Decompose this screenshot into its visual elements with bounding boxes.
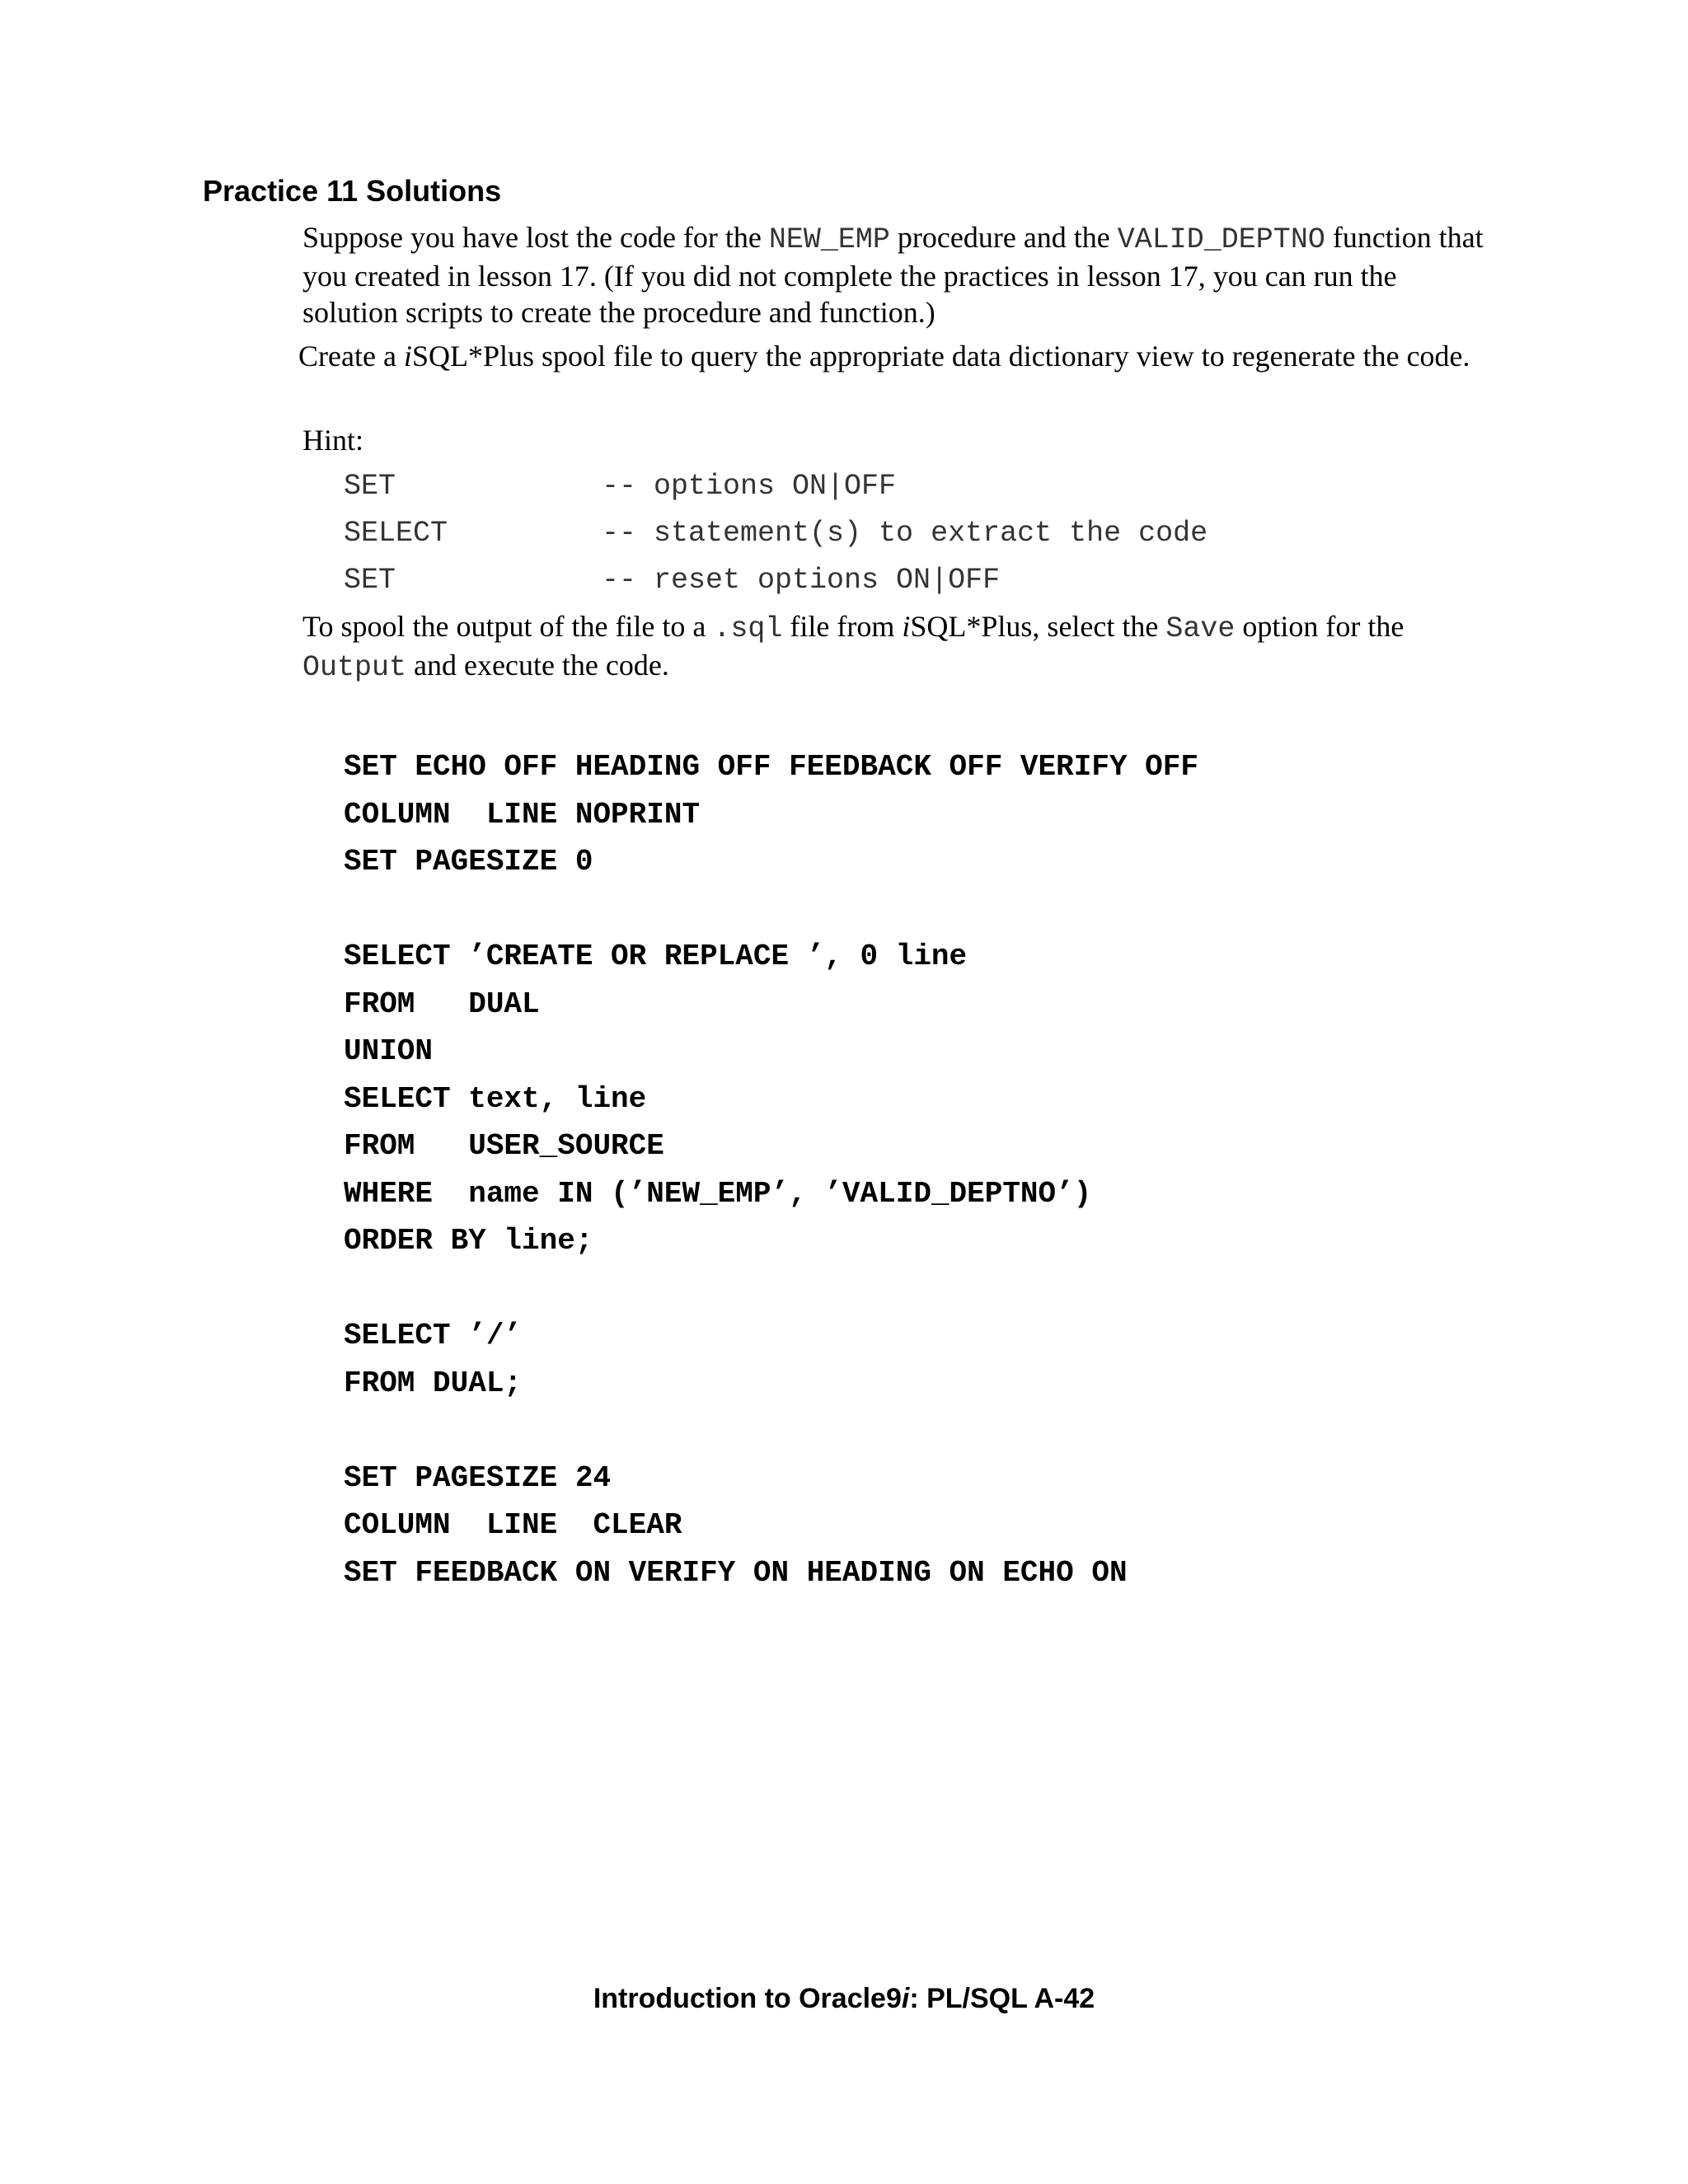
code-line: FROM USER_SOURCE [344, 1129, 664, 1163]
task-italic-i: i [403, 340, 412, 373]
hint-keyword: SET [344, 470, 396, 503]
spool-text-1: To spool the output of the file to a [302, 610, 714, 643]
spool-text-4: option for the [1235, 610, 1404, 643]
task-paragraph [298, 338, 1493, 374]
code-line: WHERE name IN (’NEW_EMP’, ’VALID_DEPTNO’) [344, 1176, 1092, 1211]
hint-comment: -- options ON|OFF [602, 470, 897, 503]
code-line: COLUMN LINE NOPRINT [344, 797, 701, 832]
footer-text-2: : PL/SQL A-42 [909, 1983, 1095, 2014]
code-line: UNION [344, 1034, 434, 1068]
hint-comment: -- reset options ON|OFF [602, 564, 1001, 597]
sql-extension-code: .sql [713, 612, 783, 645]
spool-note-paragraph [302, 608, 1498, 686]
intro-text-3: function that you created in lesson 17. (If you did not complete the practices in lesson 17, you can run the solution scripts to create the procedure and function.) [302, 221, 1484, 329]
code-line: SELECT ’CREATE OR REPLACE ’, 0 line [344, 940, 968, 973]
spool-italic-i: i [902, 610, 911, 643]
task-text-2: SQL*Plus spool file to query the appropriate data dictionary view to regenerate the code. [411, 340, 1470, 373]
spool-text-3: SQL*Plus, select the [910, 610, 1166, 643]
code-line [344, 886, 1198, 934]
solution-code-block [344, 743, 1198, 1596]
code-line: COLUMN LINE CLEAR [344, 1508, 682, 1542]
code-line: SELECT text, line [344, 1081, 647, 1116]
footer-italic-i: i [901, 1983, 910, 2014]
intro-text-2: procedure and the [889, 221, 1118, 254]
hint-comment: -- statement(s) to extract the code [602, 517, 1208, 550]
footer-text-1: Introduction to Oracle9 [593, 1983, 902, 2014]
spool-text-2: file from [782, 610, 903, 643]
code-line [344, 1265, 1198, 1313]
output-option-code: Output [302, 651, 407, 684]
code-line: SET PAGESIZE 24 [344, 1460, 612, 1495]
code-line: SET PAGESIZE 0 [344, 845, 593, 879]
code-line: FROM DUAL; [344, 1366, 523, 1400]
procedure-name-code: NEW_EMP [768, 223, 890, 256]
page-title: Practice 11 Solutions [203, 174, 502, 208]
spool-text-5: and execute the code. [406, 649, 669, 682]
task-text-1: Create a [298, 340, 404, 373]
code-line: SELECT ’/’ [344, 1319, 523, 1352]
hint-keyword: SELECT [344, 517, 448, 550]
intro-paragraph [302, 219, 1498, 330]
code-line: FROM DUAL [344, 987, 540, 1021]
page-footer [0, 1980, 1688, 2017]
function-name-code: VALID_DEPTNO [1117, 223, 1325, 256]
save-option-code: Save [1165, 612, 1236, 645]
code-line: SET ECHO OFF HEADING OFF FEEDBACK OFF VERIFY OFF [344, 750, 1198, 784]
code-line [344, 1407, 1198, 1455]
hint-row [344, 515, 1208, 551]
code-line: ORDER BY line; [344, 1224, 593, 1258]
code-line: SET FEEDBACK ON VERIFY ON HEADING ON ECHO ON [344, 1555, 1128, 1590]
hint-row [344, 562, 1001, 598]
hint-row [344, 468, 897, 504]
intro-text-1: Suppose you have lost the code for the [302, 221, 769, 254]
hint-keyword: SET [344, 564, 396, 597]
hint-label: Hint: [302, 424, 364, 457]
